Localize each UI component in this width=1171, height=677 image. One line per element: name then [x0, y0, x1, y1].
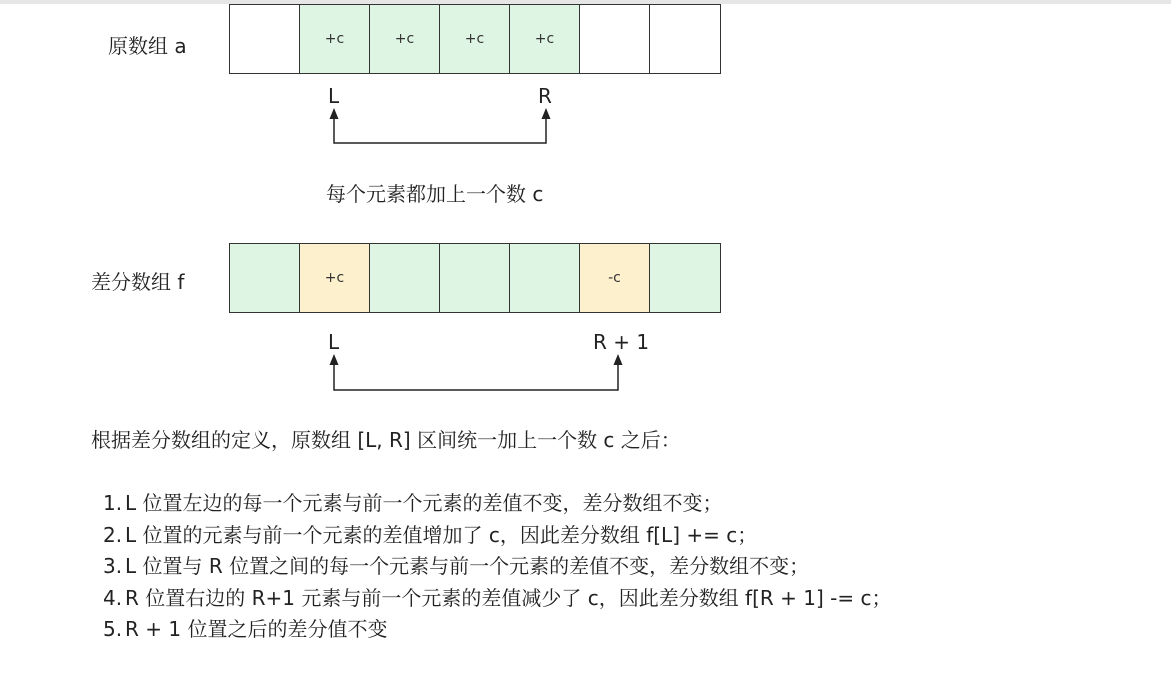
list-text: R + 1 位置之后的差分值不变 — [125, 617, 388, 641]
list-item — [103, 520, 891, 552]
top-range-bracket — [334, 118, 546, 143]
array-cell: +c — [370, 5, 440, 73]
array-cell: +c — [440, 5, 510, 73]
top-left-marker: L — [328, 84, 340, 108]
array-cell: +c — [300, 5, 370, 73]
array-cell: +c — [510, 5, 580, 73]
bottom-range-bracket — [334, 364, 618, 390]
description-text: 根据差分数组的定义，原数组 [L, R] 区间统一加上一个数 c 之后： — [91, 428, 681, 452]
list-text: L 位置与 R 位置之间的每一个元素与前一个元素的差值不变，差分数组不变； — [125, 554, 810, 578]
list-number: 1. — [103, 491, 123, 515]
list-number: 2. — [103, 522, 123, 547]
difference-array-label: 差分数组 f — [91, 270, 185, 294]
list-text: L 位置的元素与前一个元素的差值增加了 c，因此差分数组 f[L] += c； — [125, 522, 758, 547]
array-cell: -c — [580, 244, 650, 312]
steps-list — [103, 488, 891, 646]
list-text: R 位置右边的 R+1 元素与前一个元素的差值减少了 c，因此差分数组 f[R + 1] -= c； — [125, 585, 892, 610]
list-item — [103, 583, 891, 615]
list-item — [103, 614, 891, 646]
top-right-marker: R — [538, 84, 552, 108]
list-number: 4. — [103, 585, 123, 610]
arrowhead-icon — [330, 354, 339, 365]
arrowhead-icon — [614, 354, 623, 365]
list-number: 5. — [103, 617, 123, 641]
list-number: 3. — [103, 554, 123, 578]
list-text: L 位置左边的每一个元素与前一个元素的差值不变，差分数组不变； — [125, 491, 723, 515]
bottom-right-marker: R + 1 — [593, 330, 650, 354]
arrowhead-icon — [542, 108, 551, 119]
array-cell: +c — [300, 244, 370, 312]
bottom-left-marker: L — [328, 330, 340, 354]
list-item — [103, 551, 891, 583]
list-item — [103, 488, 891, 520]
arrowhead-icon — [330, 108, 339, 119]
top-caption: 每个元素都加上一个数 c — [326, 182, 544, 206]
original-array-label: 原数组 a — [108, 34, 187, 58]
